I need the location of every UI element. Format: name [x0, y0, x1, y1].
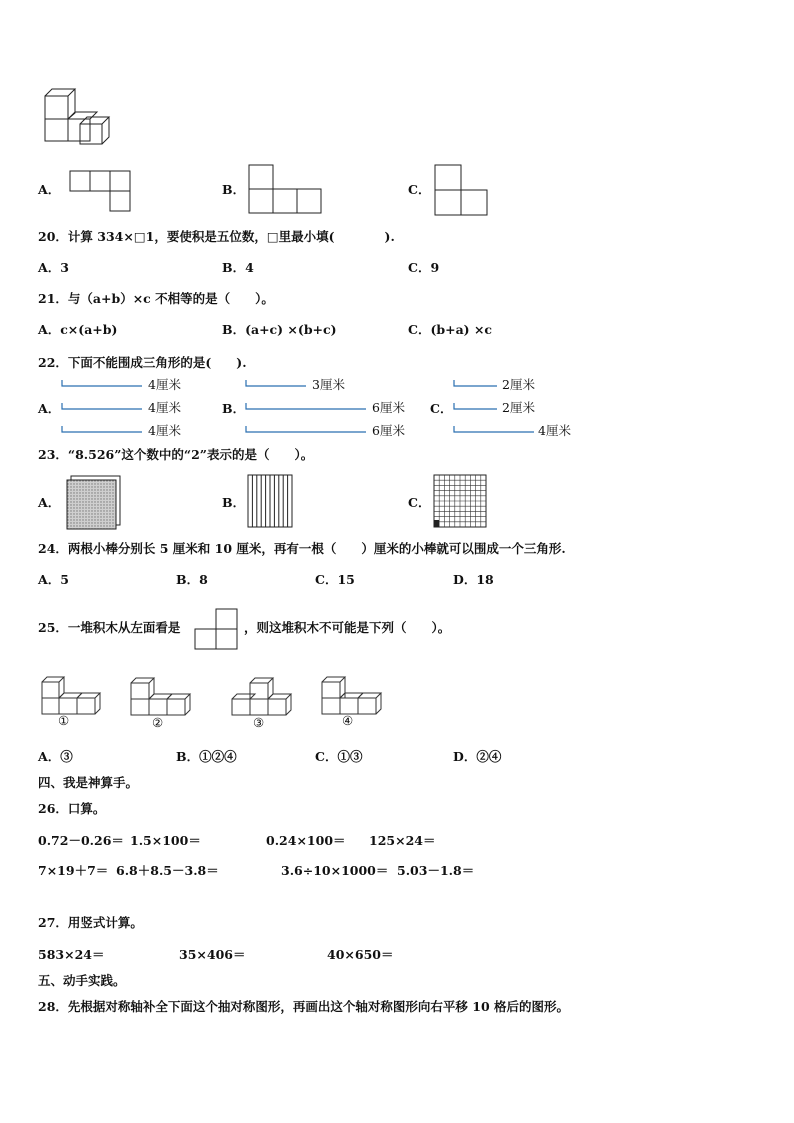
q25-stem-start: 25．一堆积木从左面看是 — [38, 620, 181, 635]
q25-stem-end: ，则这堆积木不可能是下列（ ）。 — [244, 620, 451, 635]
q27-item1: 583×24＝ — [38, 947, 105, 962]
q27-item3: 40×650＝ — [327, 947, 394, 962]
cube-stack-figure — [40, 86, 120, 146]
q22-option-a-label[interactable]: A． — [38, 401, 61, 416]
q22-b-seg3-label: 6厘米 — [372, 423, 405, 438]
q20-option-a[interactable]: A．3 — [38, 260, 69, 275]
q25-figure-2-label: ② — [152, 715, 164, 730]
q25-figure-1 — [40, 674, 102, 716]
q21-option-c[interactable]: C．(b+a) ×c — [408, 322, 493, 337]
q26-row1-item1: 0.72－0.26＝ — [38, 833, 124, 848]
section-4-title: 四、我是神算手。 — [38, 775, 139, 790]
q20-option-c[interactable]: C．9 — [408, 260, 440, 275]
q26-title: 26．口算。 — [38, 801, 106, 816]
q26-row1-item2: 1.5×100＝ — [130, 833, 201, 848]
q22-b-seg2-label: 6厘米 — [372, 400, 405, 415]
q19-option-a-figure — [69, 170, 133, 214]
q24-option-c[interactable]: C．15 — [315, 572, 355, 587]
q19-option-b-label[interactable]: B． — [222, 182, 246, 197]
q25-option-d[interactable]: D．②④ — [453, 749, 502, 764]
q22-option-b-label[interactable]: B． — [222, 401, 246, 416]
q21-stem: 21．与（a+b）×c 不相等的是（ ）。 — [38, 291, 274, 306]
q25-left-view-figure — [194, 608, 242, 652]
q22-b-segments — [244, 378, 370, 438]
q22-c-seg3-label: 4厘米 — [538, 423, 571, 438]
q22-stem: 22．下面不能围成三角形的是( ). — [38, 355, 247, 370]
q20-option-b[interactable]: B．4 — [222, 260, 254, 275]
q25-figure-3 — [230, 674, 294, 718]
q23-option-b-figure — [247, 474, 295, 530]
q24-option-a[interactable]: A．5 — [38, 572, 69, 587]
q21-option-a[interactable]: A．c×(a+b) — [38, 322, 118, 337]
q22-a-seg3-label: 4厘米 — [148, 423, 181, 438]
q23-option-a-label[interactable]: A． — [38, 495, 61, 510]
q25-figure-4 — [320, 674, 386, 716]
q26-row2-item4: 5.03－1.8＝ — [397, 863, 475, 878]
q22-option-c-label[interactable]: C． — [430, 401, 453, 416]
q25-figure-4-label: ④ — [342, 713, 354, 728]
q23-option-b-label[interactable]: B． — [222, 495, 246, 510]
q22-c-seg1-label: 2厘米 — [502, 377, 535, 392]
q23-option-c-label[interactable]: C． — [408, 495, 431, 510]
q22-a-seg1-label: 4厘米 — [148, 377, 181, 392]
q20-stem: 20．计算 334×□1，要使积是五位数，□里最小填( ). — [38, 229, 395, 244]
q25-option-a[interactable]: A．③ — [38, 749, 73, 764]
q26-row2-item2: 6.8＋8.5－3.8＝ — [116, 863, 219, 878]
q25-option-c[interactable]: C．①③ — [315, 749, 363, 764]
q25-figure-1-label: ① — [58, 713, 70, 728]
q25-figure-3-label: ③ — [253, 715, 265, 730]
section-5-title: 五、动手实践。 — [38, 973, 126, 988]
q26-row2-item1: 7×19＋7＝ — [38, 863, 109, 878]
q19-option-c-label[interactable]: C． — [408, 182, 431, 197]
q24-option-b[interactable]: B．8 — [176, 572, 208, 587]
q23-stem: 23．“8.526”这个数中的“2”表示的是（ ）。 — [38, 447, 314, 462]
q25-figure-2 — [129, 674, 195, 718]
q22-b-seg1-label: 3厘米 — [312, 377, 345, 392]
q19-option-b-figure — [248, 164, 324, 216]
q23-option-a-figure — [64, 474, 124, 532]
q22-a-segments — [60, 378, 144, 438]
q19-option-a-label[interactable]: A． — [38, 182, 61, 197]
q27-title: 27．用竖式计算。 — [38, 915, 143, 930]
q24-option-d[interactable]: D．18 — [453, 572, 494, 587]
q26-row1-item4: 125×24＝ — [369, 833, 436, 848]
q27-item2: 35×406＝ — [179, 947, 246, 962]
q28-stem: 28．先根据对称轴补全下面这个抽对称图形，再画出这个轴对称图形向右平移 10 格后的图形。 — [38, 999, 569, 1014]
q22-a-seg2-label: 4厘米 — [148, 400, 181, 415]
q26-row1-item3: 0.24×100＝ — [266, 833, 346, 848]
q24-stem: 24．两根小棒分别长 5 厘米和 10 厘米，再有一根（ ）厘米的小棒就可以围成一个三角形. — [38, 541, 566, 556]
q26-row2-item3: 3.6÷10×1000＝ — [281, 863, 389, 878]
q21-option-b[interactable]: B．(a+c) ×(b+c) — [222, 322, 337, 337]
q22-c-seg2-label: 2厘米 — [502, 400, 535, 415]
q23-option-c-figure — [433, 474, 489, 530]
q25-option-b[interactable]: B．①②④ — [176, 749, 237, 764]
q19-option-c-figure — [434, 164, 490, 218]
